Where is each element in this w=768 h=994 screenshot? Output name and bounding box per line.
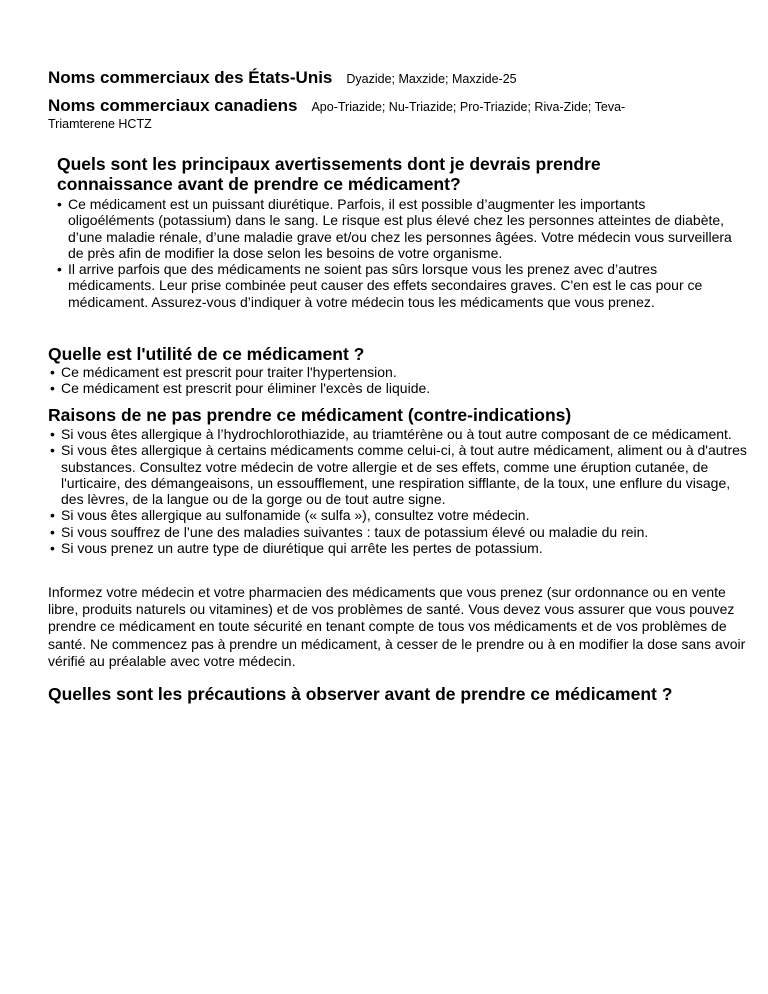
list-item: • Si vous êtes allergique à l’hydrochlorothiazide, au triamtérène ou à tout autre composant de ce médicament. (48, 426, 748, 442)
info-paragraph: Informez votre médecin et votre pharmacien des médicaments que vous prenez (sur ordonnance ou en vente libre, produits naturels ou vitamines) et de vos problèmes de santé. Vous devez vous assurer que vous pouvez prendre ce médicament en toute sécurité en tenant compte de tous vos médicaments et de vos problèmes de santé. Ne commencez pas à prendre un médicament, à cesser de le prendre ou à en modifier la dose sans avoir vérifié au préalable avec votre médecin. (48, 584, 746, 669)
brand-names-canada (48, 96, 625, 116)
list-item: • Ce médicament est prescrit pour éliminer l'excès de liquide. (48, 380, 748, 396)
precautions-title: Quelles sont les précautions à observer avant de prendre ce médicament ? (48, 684, 673, 704)
list-item: • Si vous prenez un autre type de diurétique qui arrête les pertes de potassium. (48, 540, 748, 556)
contraindications-list (48, 426, 748, 556)
list-item: • Si vous êtes allergique à certains médicaments comme celui-ci, à tout autre médicament, aliment ou à d'autres substances. Consultez votre médecin de votre allergie et de ses effets, comme une éruption cutanée, de l'urticaire, des démangeaisons, un essoufflement, une respiration sifflante, de la toux, une enflure du visage, des lèvres, de la langue ou de la gorge ou de tout autre signe. (48, 442, 748, 507)
brand-us-value: Dyazide; Maxzide; Maxzide-25 (346, 72, 517, 86)
usage-list (48, 364, 748, 397)
warnings-title-line2: connaissance avant de prendre ce médicament? (57, 174, 461, 194)
warnings-list (55, 196, 735, 310)
brand-us-label: Noms commerciaux des États-Unis (48, 68, 333, 87)
list-item: • Si vous souffrez de l’une des maladies suivantes : taux de potassium élevé ou maladie du rein. (48, 524, 748, 540)
list-item: • Si vous êtes allergique au sulfonamide (« sulfa »), consultez votre médecin. (48, 507, 748, 523)
list-item: • Ce médicament est un puissant diurétique. Parfois, il est possible d’augmenter les importants oligoéléments (potassium) dans le sang. Le risque est plus élevé chez les personnes atteintes de diabète, d’une maladie rénale, d’une maladie grave et/ou chez les personnes âgées. Votre médecin vous surveillera de près afin de modifier la dose selon les besoins de votre organisme. (55, 196, 735, 261)
brand-ca-label: Noms commerciaux canadiens (48, 96, 298, 115)
brand-ca-value-continued: Triamterene HCTZ (48, 117, 152, 131)
warnings-section (55, 154, 735, 310)
list-item: • Ce médicament est prescrit pour traiter l'hypertension. (48, 364, 748, 380)
list-item: • Il arrive parfois que des médicaments ne soient pas sûrs lorsque vous les prenez avec d’autres médicaments. Leur prise combinée peut causer des effets secondaires graves. C'en est le cas pour ce médicament. Assurez-vous d’indiquer à votre médecin tous les médicaments que vous prenez. (55, 261, 735, 310)
brand-names-us (48, 68, 517, 88)
contraindications-title: Raisons de ne pas prendre ce médicament (contre-indications) (48, 405, 572, 425)
brand-ca-value: Apo-Triazide; Nu-Triazide; Pro-Triazide; Riva-Zide; Teva- (311, 100, 626, 114)
usage-title: Quelle est l'utilité de ce médicament ? (48, 344, 365, 364)
warnings-title-line1: Quels sont les principaux avertissements dont je devrais prendre (57, 154, 601, 174)
warnings-title (57, 154, 735, 194)
